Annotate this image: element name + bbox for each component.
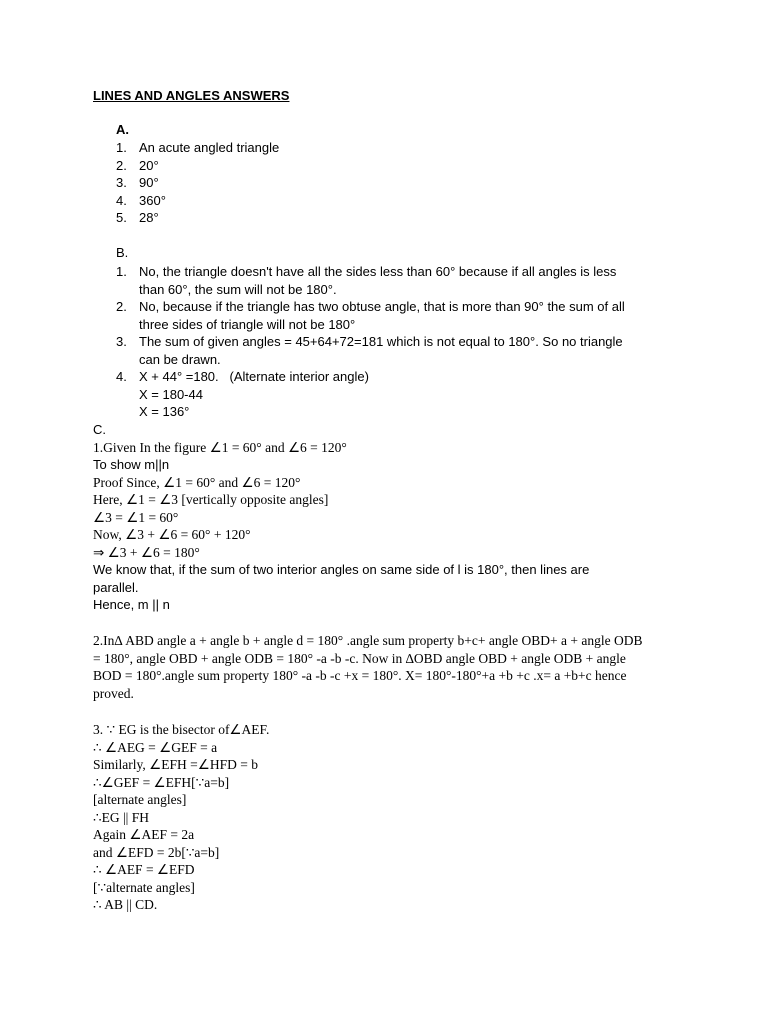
q1-given: 1.Given In the figure ∠1 = 60° and ∠6 = 120°	[93, 439, 347, 455]
q3-line: ∴∠GEF = ∠EFH[∵a=b]	[93, 774, 230, 790]
list-item	[116, 368, 676, 421]
list-item	[116, 139, 676, 157]
q1-now: Now, ∠3 + ∠6 = 60° + 120°	[93, 527, 251, 542]
q1-here: Here, ∠1 = ∠3 [vertically opposite angles]	[93, 492, 329, 507]
list-item	[116, 192, 676, 210]
item-number: 3.	[116, 334, 127, 349]
q3-line: 3. ∵ EG is the bisector of∠AEF.	[93, 722, 270, 737]
q3-line: Again ∠AEF = 2a	[93, 827, 195, 842]
item-text: 20°	[139, 157, 159, 173]
item-number: 1.	[116, 264, 127, 279]
item-text-line: X = 180-44	[139, 386, 203, 402]
q3-line: ∴ AB || CD.	[93, 897, 158, 912]
q2-line: BOD = 180°.angle sum property 180° -a -b -c +x = 180°. X= 180°-180°+a +b +c .x= a +b+c hence	[93, 668, 627, 683]
section-c-question-1	[93, 421, 683, 614]
section-a-list	[116, 139, 676, 227]
q3-line: ∴EG || FH	[93, 809, 149, 825]
q1-equation: ∠3 = ∠1 = 60°	[93, 509, 179, 525]
item-number: 4.	[116, 192, 127, 208]
section-c-question-2	[93, 632, 663, 702]
item-text-line: The sum of given angles = 45+64+72=181 which is not equal to 180°. So no triangle	[139, 334, 623, 349]
item-number: 2.	[116, 157, 127, 173]
section-c-label: C.	[93, 422, 106, 437]
q3-line: [∵alternate angles]	[93, 879, 195, 895]
q2-line: = 180°, angle OBD + angle ODB = 180° -a -b -c. Now in ∆OBD angle OBD + angle ODB + angle	[93, 650, 626, 666]
page-title: LINES AND ANGLES ANSWERS	[93, 88, 290, 103]
q1-know-line-1: We know that, if the sum of two interior angles on same side of l is 180°, then lines are	[93, 562, 590, 577]
list-item	[116, 174, 676, 192]
item-number: 5.	[116, 210, 127, 225]
section-b-list	[116, 263, 676, 421]
item-text-line: X + 44° =180. (Alternate interior angle)	[139, 369, 369, 384]
item-text-line: No, because if the triangle has two obtuse angle, that is more than 90° the sum of all	[139, 299, 625, 314]
list-item	[116, 333, 676, 368]
list-item	[116, 209, 676, 227]
q1-proof: Proof Since, ∠1 = 60° and ∠6 = 120°	[93, 474, 301, 490]
q1-conclusion: Hence, m || n	[93, 597, 170, 612]
section-c-question-3	[93, 721, 683, 914]
item-number: 2.	[116, 299, 127, 314]
q1-to-show: To show m||n	[93, 457, 170, 472]
q3-line: Similarly, ∠EFH =∠HFD = b	[93, 757, 258, 772]
item-number: 3.	[116, 175, 127, 190]
item-text-line: three sides of triangle will not be 180°	[139, 316, 356, 332]
item-text: 360°	[139, 192, 166, 208]
q3-line: [alternate angles]	[93, 792, 187, 807]
q3-line: ∴ ∠AEG = ∠GEF = a	[93, 739, 218, 755]
item-text-line: than 60°, the sum will not be 180°.	[139, 281, 337, 297]
section-a-label: A.	[116, 122, 129, 137]
item-text: 90°	[139, 175, 159, 190]
q3-line: ∴ ∠AEF = ∠EFD	[93, 862, 195, 877]
list-item	[116, 263, 676, 298]
item-number: 4.	[116, 369, 127, 384]
q1-know-line-2: parallel.	[93, 579, 139, 595]
q3-line: and ∠EFD = 2b[∵a=b]	[93, 844, 220, 860]
q2-line: 2.In∆ ABD angle a + angle b + angle d = 180° .angle sum property b+c+ angle OBD+ a + angle ODB	[93, 633, 643, 648]
item-text: 28°	[139, 210, 159, 225]
list-item	[116, 157, 676, 175]
q1-implies: ⇒ ∠3 + ∠6 = 180°	[93, 544, 200, 560]
item-number: 1.	[116, 140, 127, 155]
q2-line: proved.	[93, 685, 134, 701]
item-text: An acute angled triangle	[139, 140, 280, 155]
item-text-line: X = 136°	[139, 404, 190, 419]
item-text-line: can be drawn.	[139, 351, 221, 367]
item-text-line: No, the triangle doesn't have all the sides less than 60° because if all angles is less	[139, 264, 617, 279]
list-item	[116, 298, 676, 333]
section-b-label: B.	[116, 245, 129, 260]
